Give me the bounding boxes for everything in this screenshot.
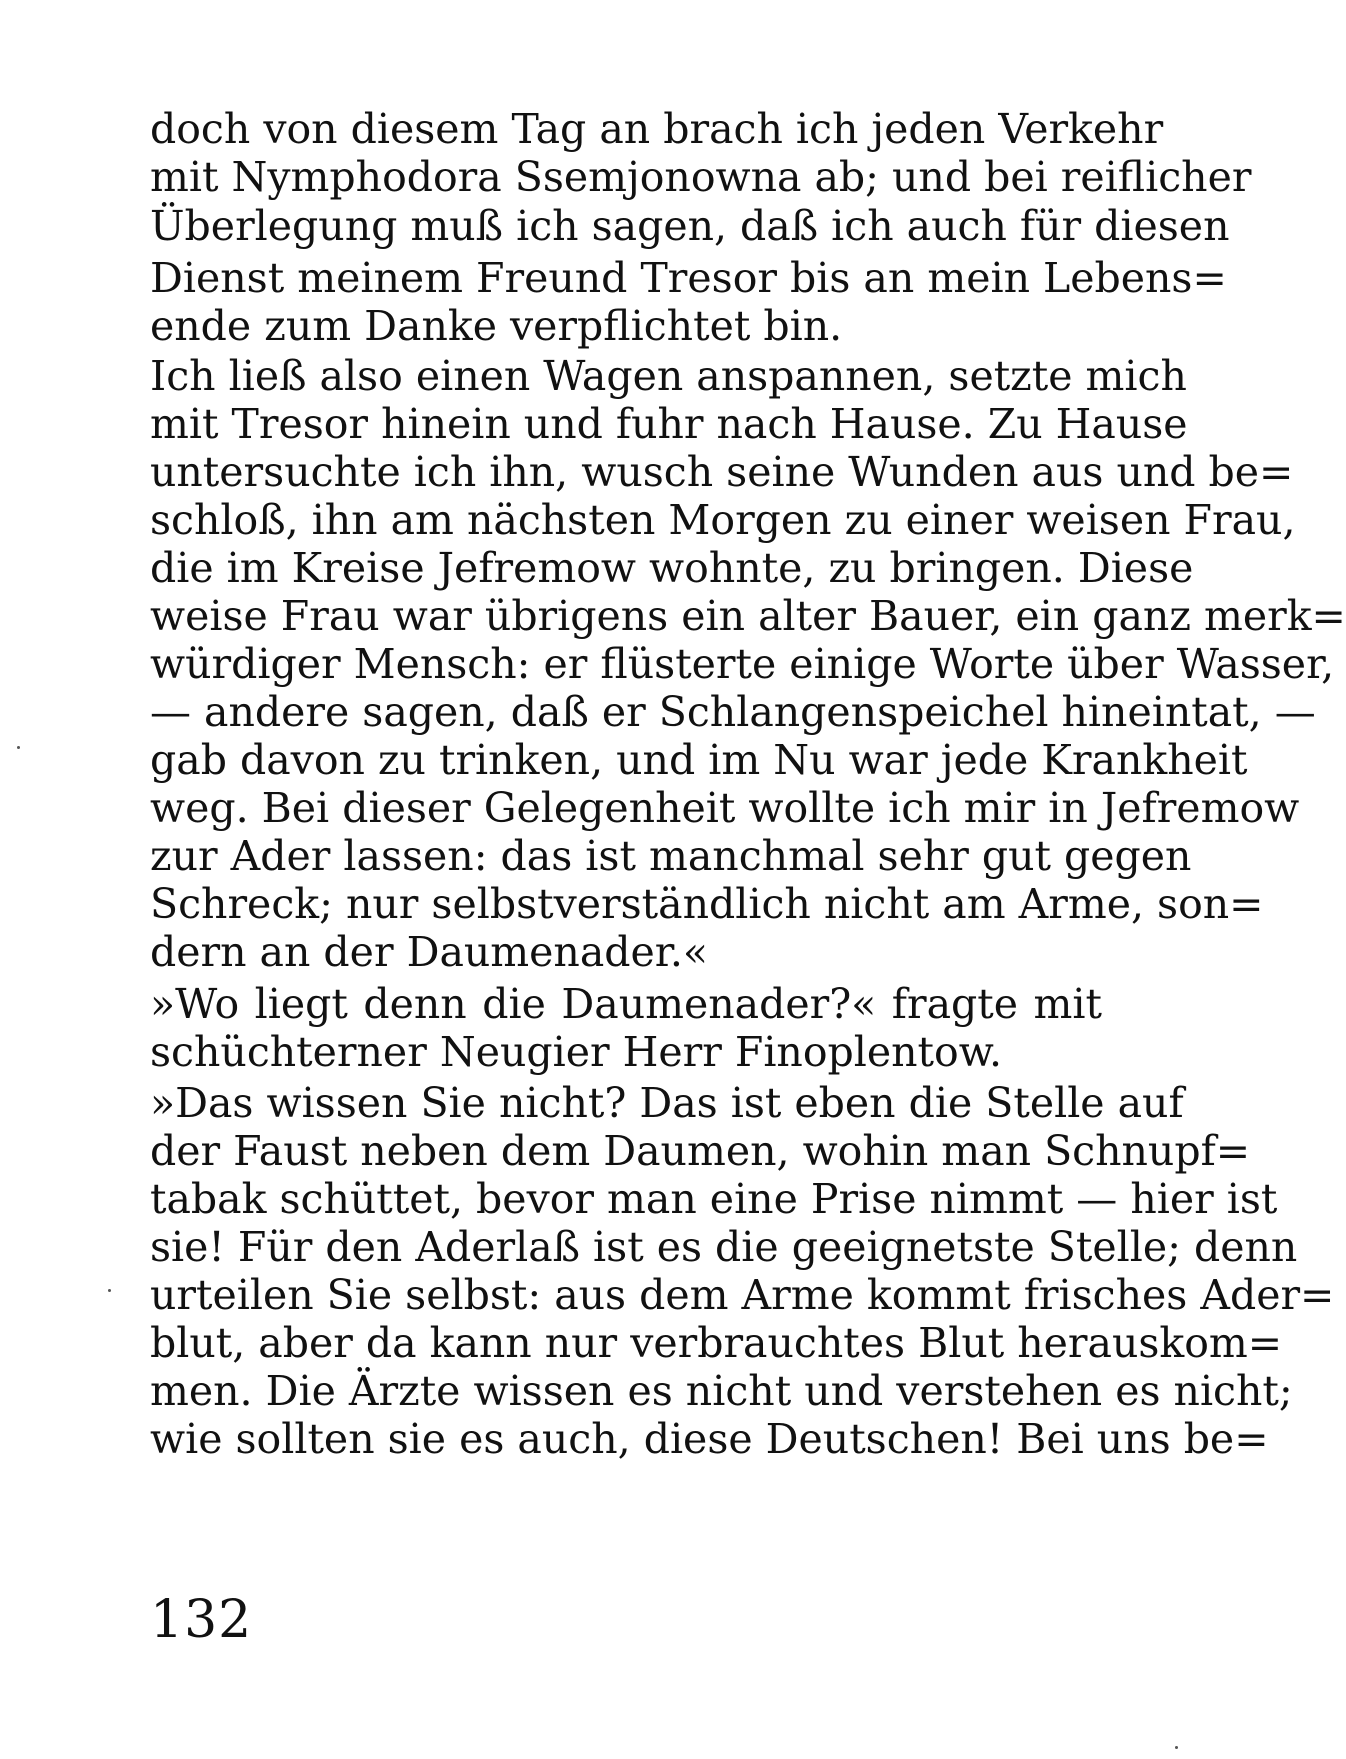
- scan-speck: [1175, 1746, 1178, 1749]
- text-line: ende zum Danke verpflichtet bin.: [150, 302, 843, 350]
- text-line: doch von diesem Tag an brach ich jeden Verkehr: [150, 105, 1164, 153]
- text-line: gab davon zu trinken, und im Nu war jede Krankheit: [150, 736, 1248, 784]
- text-line: mit Nymphodora Ssemjonowna ab; und bei reiflicher: [150, 153, 1252, 201]
- text-line: weg. Bei dieser Gelegenheit wollte ich mir in Jefremow: [150, 784, 1300, 832]
- body-text: [150, 103, 1346, 1463]
- text-line: zur Ader lassen: das ist manchmal sehr gut gegen: [150, 832, 1192, 880]
- text-line: wie sollten sie es auch, diese Deutschen! Bei uns be=: [150, 1415, 1269, 1463]
- text-line: die im Kreise Jefremow wohnte, zu bringen. Diese: [150, 544, 1194, 592]
- text-line: Schreck; nur selbstverständlich nicht am Arme, son=: [150, 880, 1264, 928]
- page-number: 132: [150, 1590, 253, 1650]
- text-line: der Faust neben dem Daumen, wohin man Schnupf=: [150, 1127, 1251, 1175]
- text-line: schüchterner Neugier Herr Finoplentow.: [150, 1028, 1002, 1076]
- text-line: Dienst meinem Freund Tresor bis an mein Lebens=: [150, 254, 1227, 302]
- text-line: würdiger Mensch: er flüsterte einige Worte über Wasser,: [150, 640, 1335, 688]
- text-line: tabak schüttet, bevor man eine Prise nimmt — hier ist: [150, 1175, 1278, 1223]
- text-line: Überlegung muß ich sagen, daß ich auch für diesen: [150, 202, 1230, 250]
- text-line: urteilen Sie selbst: aus dem Arme kommt frisches Ader=: [150, 1271, 1335, 1319]
- text-line: »Das wissen Sie nicht? Das ist eben die Stelle auf: [150, 1079, 1184, 1127]
- text-line: Ich ließ also einen Wagen anspannen, setzte mich: [150, 352, 1187, 400]
- text-line: schloß, ihn am nächsten Morgen zu einer weisen Frau,: [150, 496, 1296, 544]
- text-line: men. Die Ärzte wissen es nicht und verstehen es nicht;: [150, 1367, 1293, 1415]
- text-line: dern an der Daumenader.«: [150, 928, 709, 976]
- scan-speck: [17, 746, 20, 749]
- text-line: blut, aber da kann nur verbrauchtes Blut herauskom=: [150, 1319, 1283, 1367]
- text-line: untersuchte ich ihn, wusch seine Wunden aus und be=: [150, 448, 1294, 496]
- text-line: weise Frau war übrigens ein alter Bauer, ein ganz merk=: [150, 592, 1346, 640]
- text-line: sie! Für den Aderlaß ist es die geeignetste Stelle; denn: [150, 1223, 1298, 1271]
- scan-speck: [108, 1289, 111, 1292]
- text-line: mit Tresor hinein und fuhr nach Hause. Zu Hause: [150, 400, 1188, 448]
- text-line: — andere sagen, daß er Schlangenspeichel hineintat, —: [150, 688, 1316, 736]
- text-line: »Wo liegt denn die Daumenader?« fragte mit: [150, 980, 1102, 1028]
